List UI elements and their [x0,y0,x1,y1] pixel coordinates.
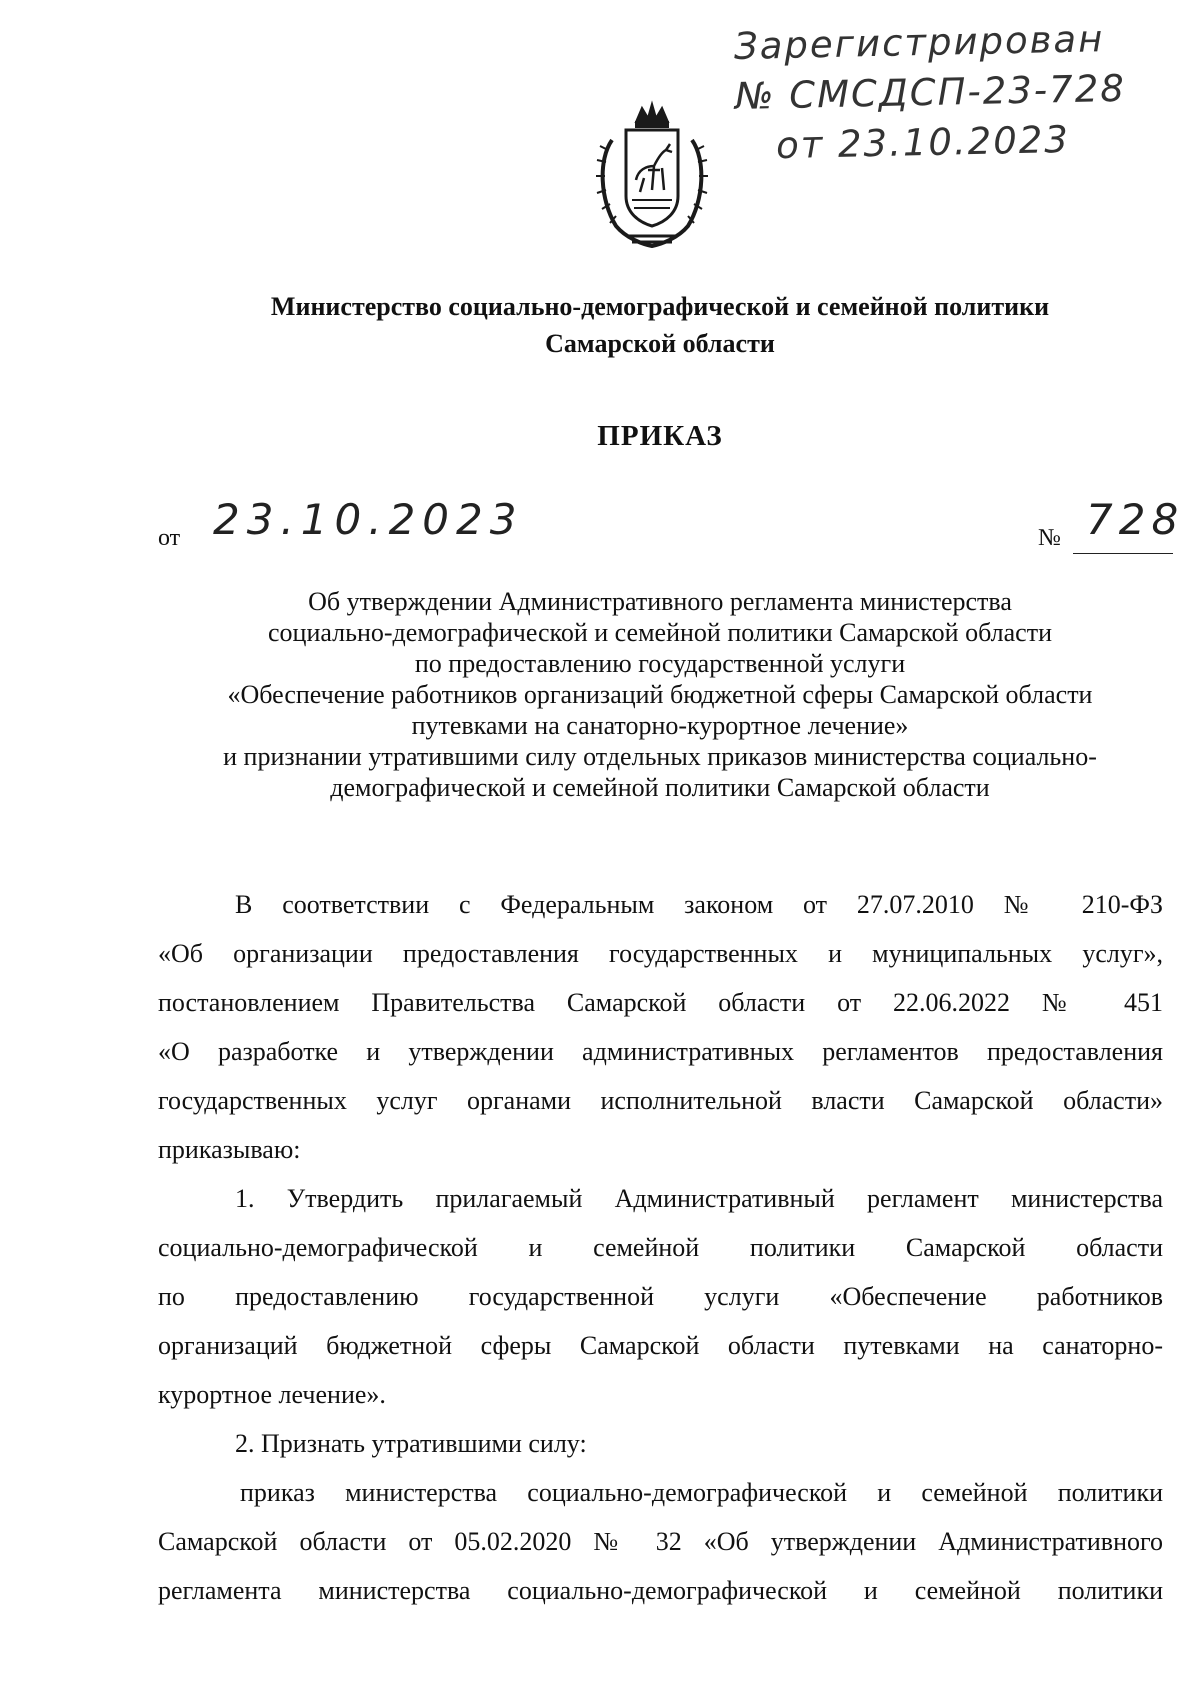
body-line: курортное лечение». [158,1380,386,1409]
body-line: Самарской области от 05.02.2020 № 32 «Об утверждении Административного [158,1527,1163,1556]
handwritten-date: 23.10.2023 [213,495,524,544]
subject-line: «Обеспечение работников организаций бюджетной сферы Самарской области [227,680,1093,709]
subject-line: по предоставлению государственной услуги [414,649,906,678]
stamp-line-2: № СМСДСП-23-728 [734,66,1127,118]
body-line: «О разработке и утверждении административных регламентов предоставления [158,1037,1163,1066]
stamp-line-1: Зарегистрирован [733,17,1105,68]
body-line: «Об организации предоставления государственных и муниципальных услуг», [158,939,1163,968]
stamp-line-3: от 23.10.2023 [775,117,1071,168]
body-line: 2. Признать утратившими силу: [235,1429,587,1458]
subject-line: Об утверждении Административного регламента министерства [308,587,1012,616]
body-line: приказываю: [158,1135,301,1164]
order-subject [0,586,1200,803]
body-line: организаций бюджетной сферы Самарской области путевками на санаторно- [158,1331,1163,1360]
ministry-name-line-1: Министерство социально-демографической и семейной политики [270,292,1050,321]
handwritten-number: 728 [1086,495,1185,544]
order-body [158,880,1163,1615]
body-line: регламента министерства социально-демографической и семейной политики [158,1576,1163,1605]
document-title: ПРИКАЗ [597,420,723,452]
body-line: по предоставлению государственной услуги «Обеспечение работников [158,1282,1163,1311]
samara-coat-of-arms-icon [592,100,712,250]
ministry-name [0,288,1200,362]
body-line: 1. Утвердить прилагаемый Административный регламент министерства [235,1184,1163,1213]
body-line: В соответствии с Федеральным законом от 27.07.2010 № 210-ФЗ [235,890,1163,919]
subject-line: социально-демографической и семейной политики Самарской области [268,618,1052,647]
subject-line: демографической и семейной политики Самарской области [330,773,990,802]
ministry-name-line-2: Самарской области [545,329,775,358]
body-line: приказ министерства социально-демографической и семейной политики [240,1478,1163,1507]
date-prefix: от [158,525,181,551]
number-prefix: № [1038,525,1061,551]
number-underline [1073,553,1173,554]
body-line: государственных услуг органами исполнительной власти Самарской области» [158,1086,1163,1115]
subject-line: и признании утратившими силу отдельных приказов министерства социально- [223,742,1097,771]
subject-line: путевками на санаторно-курортное лечение» [411,711,909,740]
body-line: социально-демографической и семейной политики Самарской области [158,1233,1163,1262]
body-line: постановлением Правительства Самарской области от 22.06.2022 № 451 [158,988,1163,1017]
registration-stamp [733,14,1127,172]
date-number-row [158,495,1185,565]
